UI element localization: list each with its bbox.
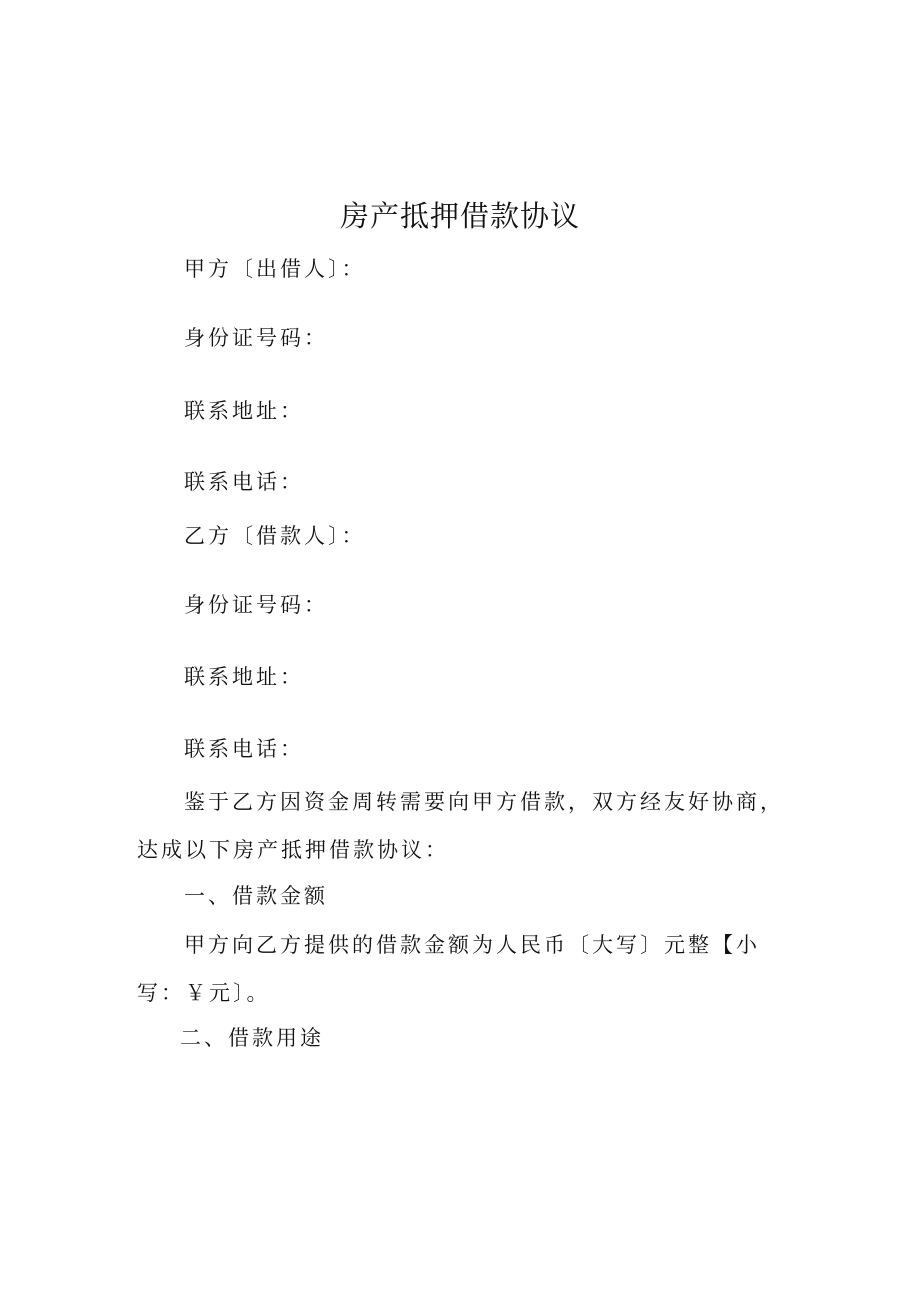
party-a-id-label: 身份证号码： (184, 326, 328, 350)
section-1-body: 甲方向乙方提供的借款金额为人民币〔大写〕元整【小写：￥元〕。 (137, 933, 760, 1005)
party-a-heading: 甲方〔出借人〕： (184, 257, 366, 281)
party-a-phone-label: 联系电话： (184, 470, 304, 494)
section-1-heading: 一、借款金额 (184, 884, 328, 908)
document-title: 房产抵押借款协议 (339, 199, 580, 233)
section-2-heading: 二、借款用途 (180, 1026, 324, 1050)
party-a-address-label: 联系地址： (184, 399, 304, 423)
party-b-phone-label: 联系电话： (184, 737, 304, 761)
party-b-heading: 乙方〔借款人〕： (184, 524, 366, 548)
party-b-id-label: 身份证号码： (184, 593, 328, 617)
preamble-paragraph: 鉴于乙方因资金周转需要向甲方借款，双方经友好协商，达成以下房产抵押借款协议： (137, 790, 784, 862)
party-b-address-label: 联系地址： (184, 665, 304, 689)
